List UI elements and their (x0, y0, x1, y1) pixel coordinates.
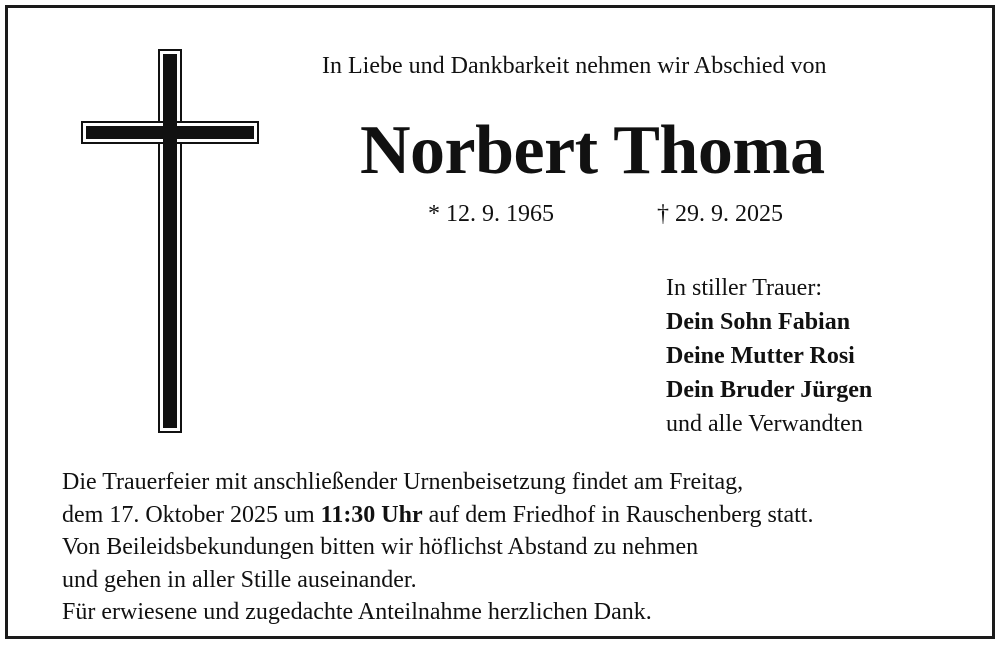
mourner-relatives: und alle Verwandten (666, 411, 863, 437)
ceremony-text (62, 466, 813, 629)
ceremony-line (62, 499, 813, 532)
death-date: † 29. 9. 2025 (657, 201, 783, 227)
mourner-mother: Deine Mutter Rosi (666, 343, 855, 369)
ceremony-time: 11:30 Uhr (320, 501, 423, 528)
mourner-son: Dein Sohn Fabian (666, 309, 851, 335)
mourners-list (666, 271, 872, 441)
ceremony-line: und gehen in aller Stille auseinander. (62, 566, 417, 593)
birth-date: * 12. 9. 1965 (428, 201, 554, 227)
ceremony-line: Für erwiesene und zugedachte Anteilnahme herzlichen Dank. (62, 599, 652, 625)
mourner-brother: Dein Bruder Jürgen (666, 377, 873, 403)
ceremony-line: Von Beileidsbekundungen bitten wir höflichst Abstand zu nehmen (62, 534, 699, 560)
deceased-name: Norbert Thoma (360, 112, 825, 189)
intro-text: In Liebe und Dankbarkeit nehmen wir Abschied von (322, 53, 827, 79)
mourners-heading: In stiller Trauer: (666, 275, 822, 301)
ceremony-location: auf dem Friedhof in Rauschenberg statt. (422, 501, 814, 528)
ceremony-line: Die Trauerfeier mit anschließender Urnenbeisetzung findet am Freitag, (62, 469, 744, 495)
ceremony-date: dem 17. Oktober 2025 um (62, 501, 321, 528)
